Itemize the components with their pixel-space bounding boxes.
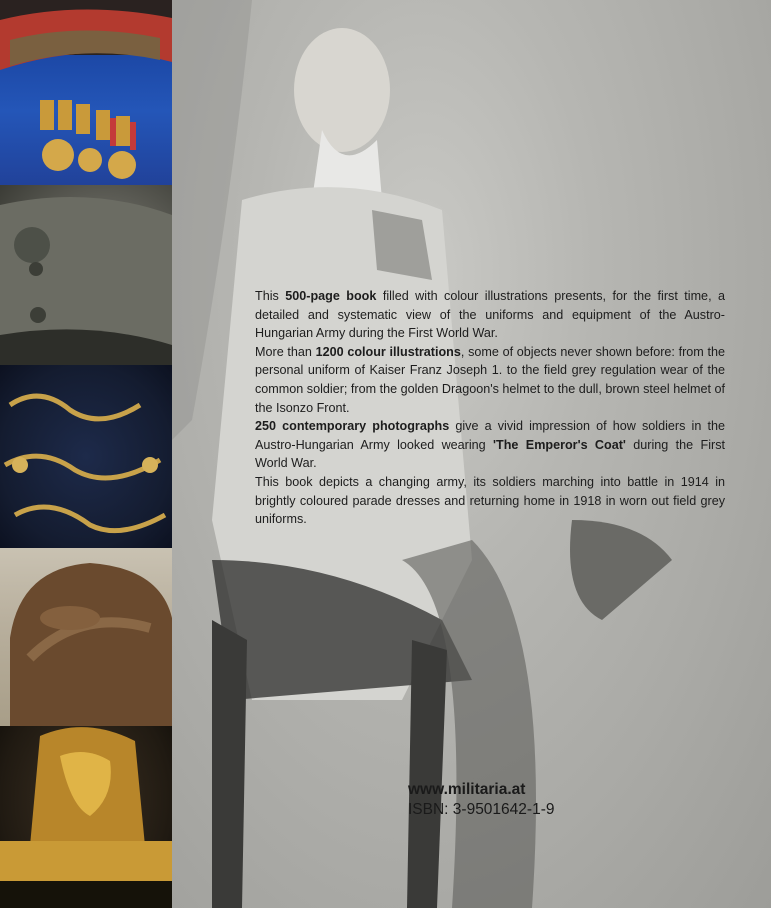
p1-pre: This — [255, 289, 286, 303]
book-description — [255, 287, 725, 529]
p2-pre: More than — [255, 344, 316, 359]
photo-strip — [0, 0, 172, 908]
isbn: ISBN: 3-9501642-1-9 — [408, 801, 555, 818]
uniform-collar-medals-photo — [0, 0, 172, 185]
p2-post: , some of objects never shown before: from the personal uniform of Kaiser Franz Joseph 1. to the field grey regulation wear of the common soldier; from the golden Dragoon's helmet to the dull, brown steel helmet of the Isonzo Front. — [255, 344, 726, 415]
publisher-info — [408, 780, 554, 820]
p1-bold: 500-page book — [285, 289, 377, 303]
paragraph-changing-army: This book depicts a changing army, its soldiers marching into battle in 1914 in brightly coloured parade dresses and returning home in 1918 in worn out field grey uniforms. — [255, 474, 725, 527]
medals-illustration — [0, 0, 172, 185]
dragoon-helmet-illustration — [0, 726, 172, 908]
paragraph-500-page — [255, 287, 725, 343]
field-grey-cap-photo — [0, 185, 172, 365]
p3-bold: 250 contemporary photographs — [255, 419, 450, 434]
braid-illustration — [0, 365, 172, 548]
p3-bold2: 'The Emperor's Coat' — [493, 437, 626, 452]
p3-mid: give a vivid impression of how soldiers in the Austro-Hungarian Army looked wearing — [255, 419, 725, 452]
paragraph-photographs — [255, 417, 725, 473]
cap-illustration — [0, 185, 172, 365]
website-url[interactable]: www.militaria.at — [408, 781, 526, 798]
gold-dragoon-helmet-photo — [0, 726, 172, 908]
helmet-illustration — [0, 548, 172, 726]
blue-tunic-braid-photo — [0, 365, 172, 548]
p3-post: during the First World War. — [255, 437, 725, 471]
paragraph-illustrations — [255, 343, 725, 417]
p2-bold: 1200 colour illustrations — [315, 344, 461, 359]
steel-helmet-photo — [0, 548, 172, 726]
p1-post: filled with colour illustrations presents, for the first time, a detailed and systematic view of the uniforms and equipment of the Austro-Hungarian Army during the First World War. — [255, 289, 726, 341]
